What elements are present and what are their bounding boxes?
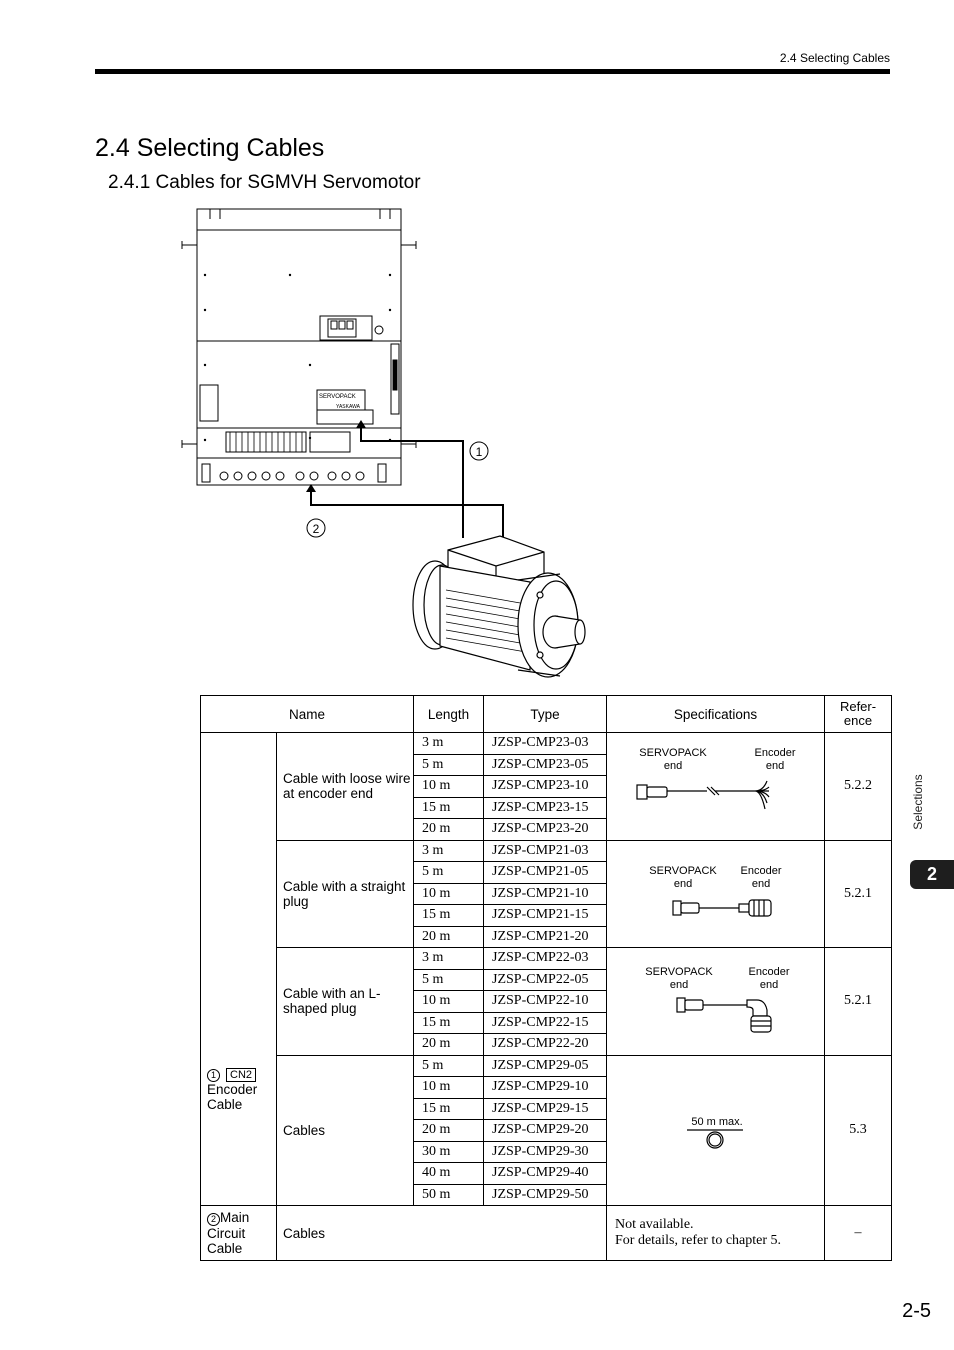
cable-name: Cable with loose wire at encoder end (277, 733, 414, 841)
table-row: 5 m JZSP-CMP22-05 (201, 969, 892, 991)
table-row: 40 m JZSP-CMP29-40 (201, 1163, 892, 1185)
table-row: 20 m JZSP-CMP23-20 (201, 819, 892, 841)
length-cell: 3 m (414, 733, 484, 755)
spec-cable-reel: 50 m max. (607, 1055, 825, 1206)
cable-reel-icon (607, 1128, 823, 1158)
subsection-title: 2.4.1 Cables for SGMVH Servomotor (108, 172, 421, 193)
table-row: 15 m JZSP-CMP21-15 (201, 905, 892, 927)
page-number: 2-5 (902, 1300, 931, 1322)
table-row: 20 m JZSP-CMP22-20 (201, 1034, 892, 1056)
table-row: 10 m JZSP-CMP22-10 (201, 991, 892, 1013)
servopack-motor-figure (160, 200, 620, 690)
table-row: 10 m JZSP-CMP29-10 (201, 1077, 892, 1099)
l-shaped-plug-cable-icon (607, 994, 823, 1038)
main-circuit-cable-group: 2 Main Circuit Cable (201, 1206, 277, 1261)
table-row: 30 m JZSP-CMP29-30 (201, 1141, 892, 1163)
cable-name: Cable with an L-shaped plug (277, 948, 414, 1056)
table-header-row (201, 696, 892, 733)
section-title: 2.4 Selecting Cables (95, 134, 325, 162)
table-row: 15 m JZSP-CMP22-15 (201, 1012, 892, 1034)
cable-name: Cables (277, 1055, 414, 1206)
table-row (201, 733, 892, 755)
spec-l-shaped-plug: SERVOPACK end Encoder end (607, 948, 825, 1056)
table-row: Cable with a straight plug 3 m JZSP-CMP21-03 SERVOPACK end Encoder end 5.2.1 (201, 840, 892, 862)
main-spec: Not available. For details, refer to chapter 5. (607, 1206, 825, 1261)
chapter-tab: 2 (910, 860, 954, 889)
reference-cell: – (825, 1206, 892, 1261)
header-length: Length (414, 696, 484, 733)
main-marker: 2 (207, 1213, 220, 1226)
table-row: 5 m JZSP-CMP23-05 (201, 754, 892, 776)
cn2-connector-label: CN2 (226, 1068, 256, 1082)
table-row: 10 m JZSP-CMP21-10 (201, 883, 892, 905)
table-row: 10 m JZSP-CMP23-10 (201, 776, 892, 798)
table-row: 15 m JZSP-CMP23-15 (201, 797, 892, 819)
table-row: 15 m JZSP-CMP29-15 (201, 1098, 892, 1120)
reference-cell: 5.2.1 (825, 840, 892, 948)
header-specifications: Specifications (607, 696, 825, 733)
side-section-label: Selections (911, 774, 925, 830)
servopack-nameplate-label: SERVOPACK (319, 394, 356, 400)
table-row: Cables 5 m JZSP-CMP29-05 50 m max. 5.3 (201, 1055, 892, 1077)
header-type: Type (484, 696, 607, 733)
encoder-marker: 1 (207, 1069, 220, 1082)
table-row: Cable with an L-shaped plug 3 m JZSP-CMP22-03 SERVOPACK end Encoder end 5.2.1 (201, 948, 892, 970)
cable-name: Cables (277, 1206, 607, 1261)
table-row: 50 m JZSP-CMP29-50 (201, 1184, 892, 1206)
encoder-cable-group: 1 CN2 Encoder Cable (201, 733, 277, 1206)
header-rule (95, 69, 890, 74)
cable-name: Cable with a straight plug (277, 840, 414, 948)
table-row: 20 m JZSP-CMP29-20 (201, 1120, 892, 1142)
header-reference: Refer- ence (825, 696, 892, 733)
callout-2: 2 (312, 522, 320, 536)
table-row: 5 m JZSP-CMP21-05 (201, 862, 892, 884)
spec-straight-plug: SERVOPACK end Encoder end (607, 840, 825, 948)
reference-cell: 5.2.1 (825, 948, 892, 1056)
spec-loose-wire: SERVOPACK end Encoder end (607, 733, 825, 841)
header-name: Name (201, 696, 414, 733)
type-cell: JZSP-CMP23-03 (484, 733, 607, 755)
reference-cell: 5.3 (825, 1055, 892, 1206)
straight-plug-cable-icon (607, 895, 823, 935)
loose-wire-cable-icon (607, 777, 823, 833)
reference-cell: 5.2.2 (825, 733, 892, 841)
callout-1: 1 (475, 445, 483, 459)
maker-nameplate-label: YASKAWA (336, 404, 360, 410)
cable-selection-table (200, 695, 892, 1261)
table-row (201, 1206, 892, 1261)
table-row: 20 m JZSP-CMP21-20 (201, 926, 892, 948)
running-header: 2.4 Selecting Cables (779, 51, 890, 65)
